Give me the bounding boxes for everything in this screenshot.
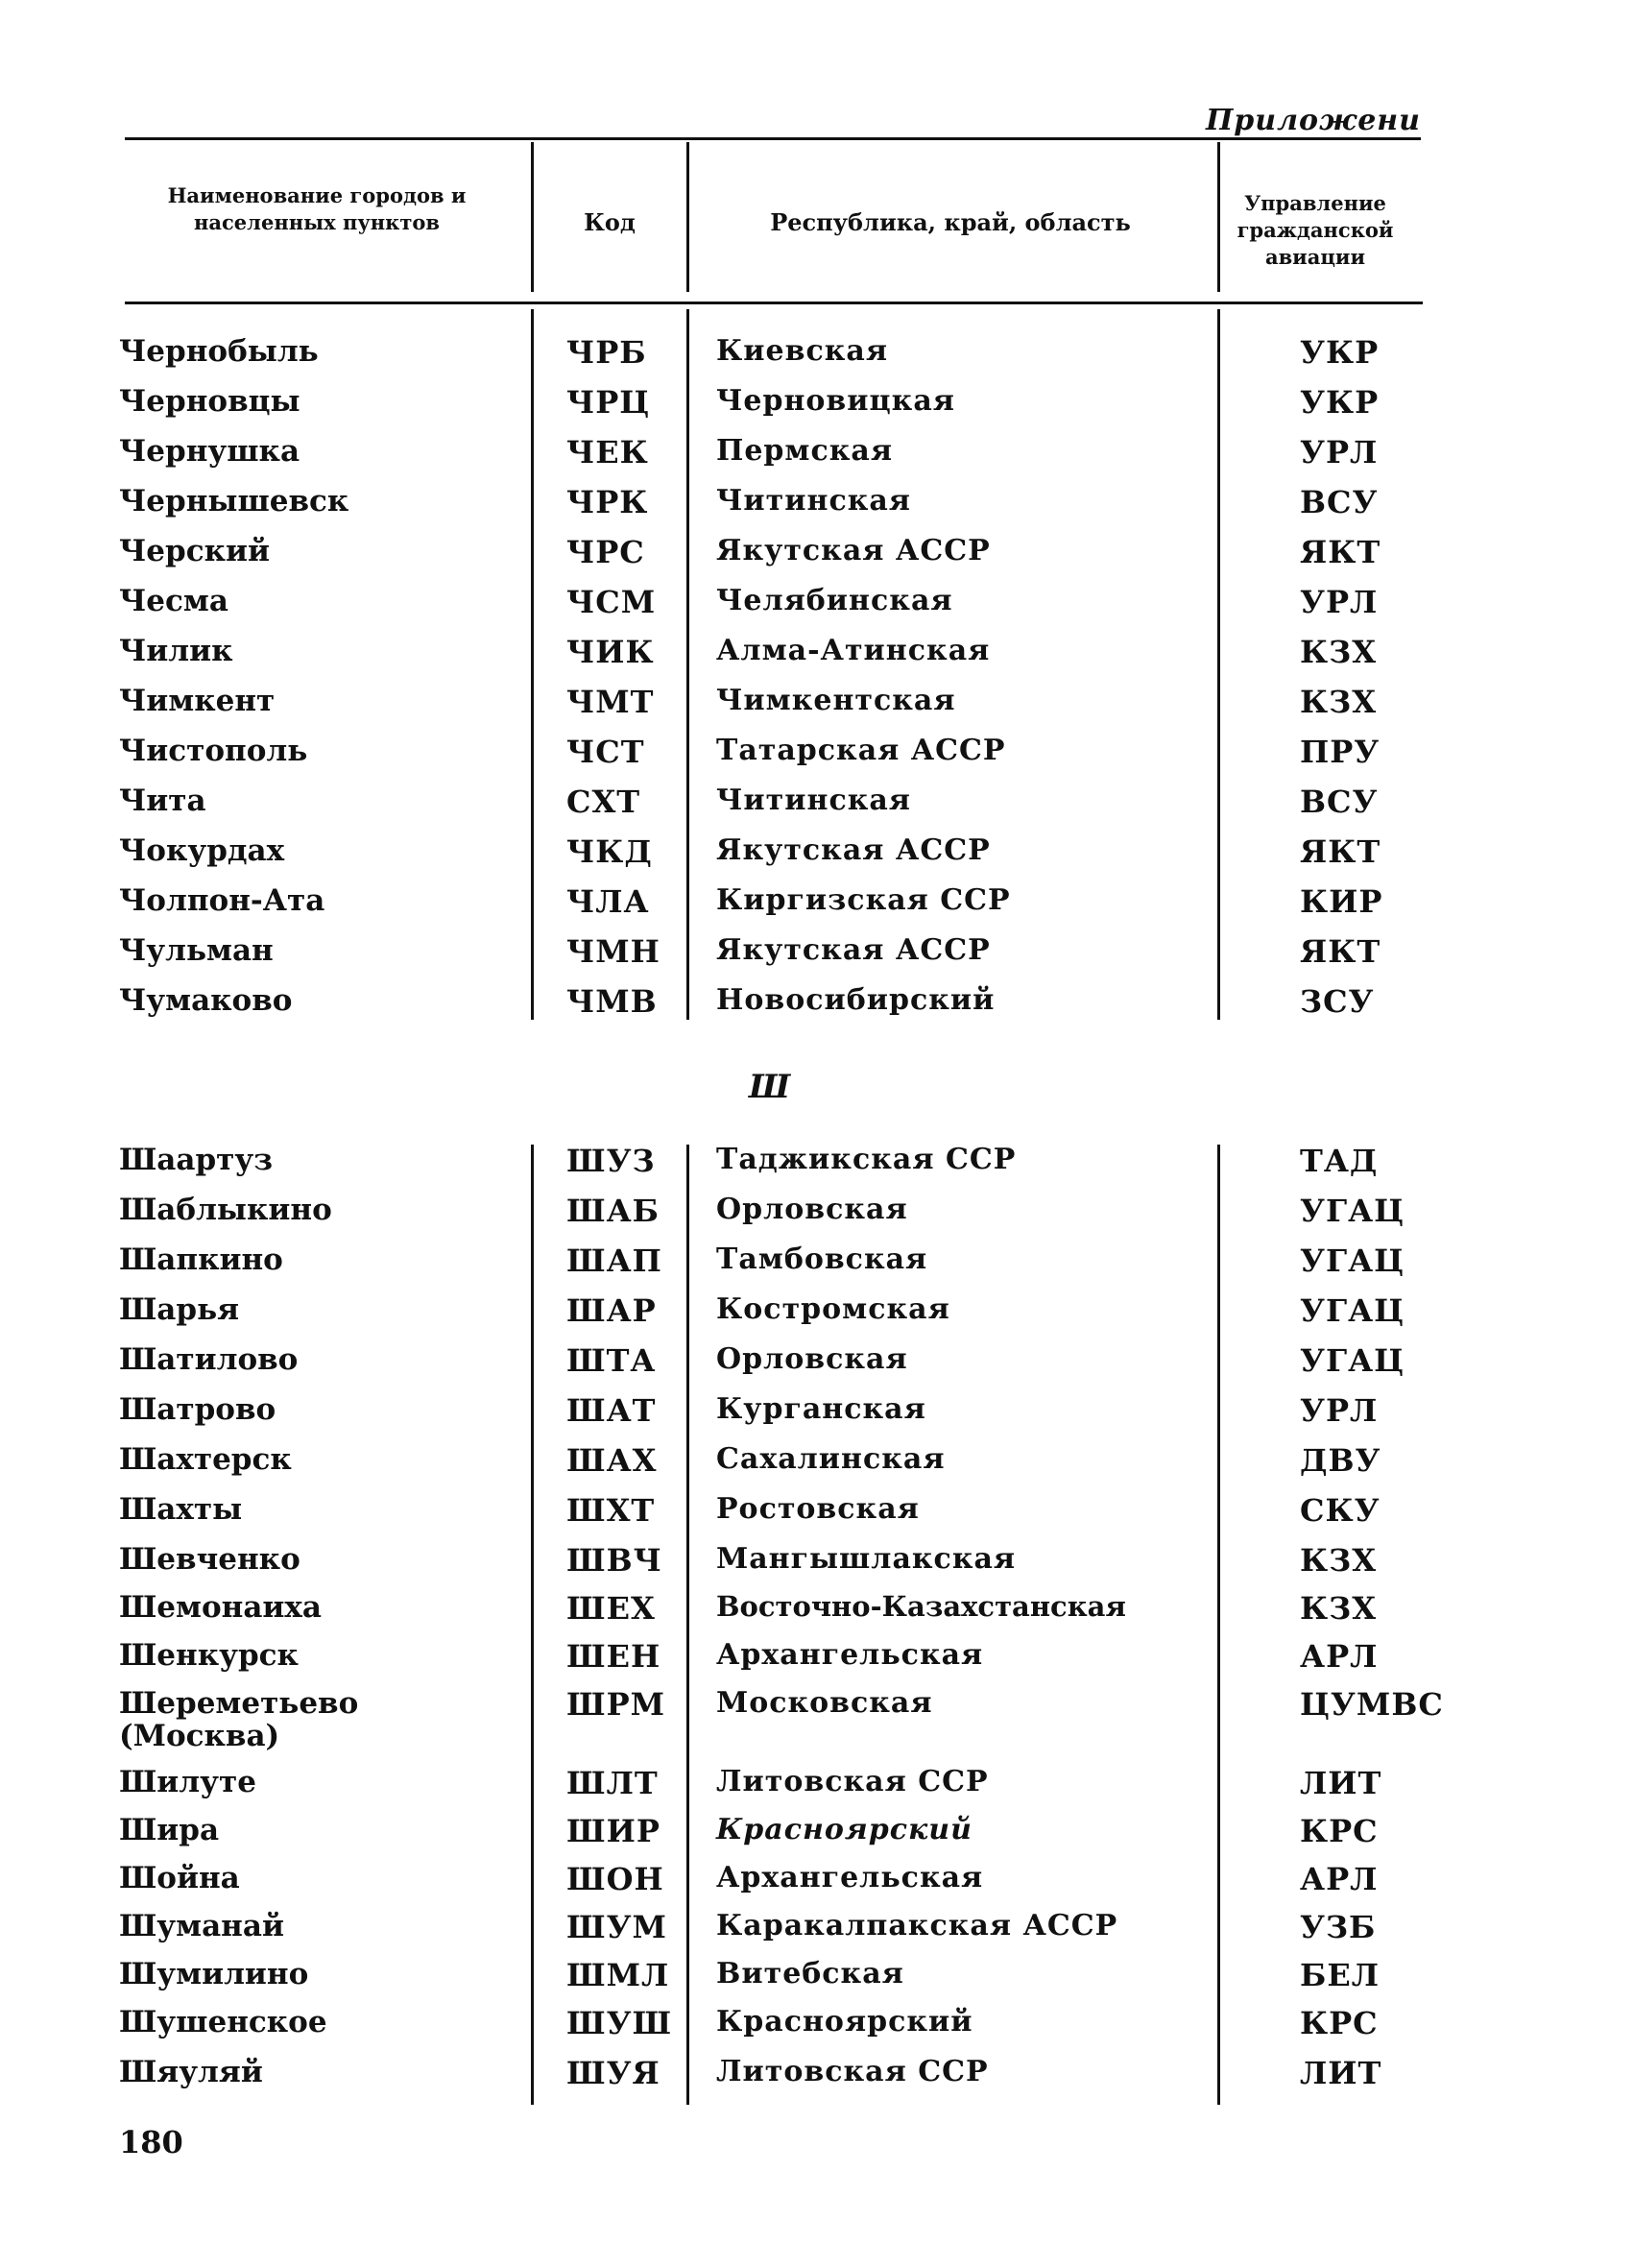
airport-code: ШАР (566, 1292, 657, 1329)
authority-code: УГАЦ (1300, 1193, 1405, 1229)
airport-code: ШАХ (566, 1442, 658, 1479)
header-divider-1 (531, 142, 534, 292)
city-name: Чита (119, 784, 206, 818)
airport-code: ШЕН (566, 1638, 661, 1675)
table-row (0, 1813, 1633, 1857)
airport-code: ЧЛА (566, 883, 650, 920)
city-name: Шевченко (119, 1542, 300, 1577)
city-name-continuation: (Москва) (119, 1719, 280, 1753)
airport-code: ЧСМ (566, 584, 657, 620)
region-name: Татарская АССР (716, 734, 1006, 767)
region-name: Якутская АССР (716, 534, 991, 567)
city-name: Шарья (119, 1292, 240, 1327)
city-name: Шенкурск (119, 1638, 299, 1673)
city-name: Шахты (119, 1492, 243, 1527)
table-row (0, 584, 1633, 628)
table-row (0, 833, 1633, 878)
table-row (0, 1143, 1633, 1187)
authority-code: УЗБ (1300, 1909, 1377, 1945)
city-name: Шапкино (119, 1243, 283, 1277)
airport-code: ЧРК (566, 484, 649, 520)
table-row (0, 1686, 1633, 1769)
authority-code: АРЛ (1300, 1861, 1379, 1897)
airport-code: ШХТ (566, 1492, 656, 1529)
region-name: Красноярский (716, 2005, 973, 2039)
region-name: Ростовская (716, 1492, 920, 1526)
region-name: Литовская ССР (716, 2055, 989, 2088)
authority-code: ТАД (1300, 1143, 1379, 1179)
airport-code: ШМЛ (566, 1957, 670, 1993)
authority-code: БЕЛ (1300, 1957, 1381, 1993)
city-name: Шаартуз (119, 1143, 273, 1177)
region-name: Челябинская (716, 584, 953, 617)
city-name: Чумаково (119, 983, 293, 1018)
table-row (0, 684, 1633, 728)
city-name: Чолпон-Ата (119, 883, 325, 918)
table-row (0, 634, 1633, 678)
region-name: Красноярский (716, 1813, 973, 1846)
city-name: Шаблыкино (119, 1193, 332, 1227)
table-row (0, 2005, 1633, 2049)
authority-code: УКР (1300, 334, 1380, 371)
region-name: Архангельская (716, 1861, 984, 1894)
authority-code: АРЛ (1300, 1638, 1379, 1675)
running-head: Приложени (1205, 104, 1421, 137)
table-row (0, 1492, 1633, 1536)
region-name: Тамбовская (716, 1243, 928, 1276)
region-name: Пермская (716, 434, 893, 468)
airport-code: СХТ (566, 784, 641, 820)
region-name: Восточно-Казахстанская (716, 1590, 1126, 1623)
authority-code: ЯКТ (1300, 833, 1381, 870)
city-name: Чульман (119, 933, 274, 968)
region-name: Чимкентская (716, 684, 956, 717)
region-name: Якутская АССР (716, 833, 991, 867)
airport-code: ЧЕК (566, 434, 649, 470)
authority-code: КРС (1300, 1813, 1379, 1849)
airport-code: ШУЗ (566, 1143, 656, 1179)
authority-code: КИР (1300, 883, 1383, 920)
region-name: Витебская (716, 1957, 904, 1991)
authority-code: КЗХ (1300, 684, 1378, 720)
airport-code: ШЛТ (566, 1765, 659, 1801)
header-divider-3 (1217, 142, 1220, 292)
region-name: Сахалинская (716, 1442, 946, 1476)
city-name: Шилуте (119, 1765, 256, 1799)
region-name: Московская (716, 1686, 933, 1720)
region-name: Читинская (716, 484, 911, 518)
region-name: Киргизская ССР (716, 883, 1011, 917)
airport-code: ЧКД (566, 833, 653, 870)
airport-code: ШИР (566, 1813, 660, 1849)
region-name: Орловская (716, 1342, 908, 1376)
authority-code: ЛИТ (1300, 2055, 1382, 2091)
city-name: Чернушка (119, 434, 300, 469)
city-name: Шатрово (119, 1392, 276, 1427)
city-name: Чернышевск (119, 484, 349, 519)
table-row (0, 384, 1633, 428)
city-name: Чистополь (119, 734, 308, 768)
table-row (0, 434, 1633, 478)
table-row (0, 484, 1633, 528)
authority-code: ДВУ (1300, 1442, 1381, 1479)
city-name: Шойна (119, 1861, 240, 1895)
header-city: Наименование городов и населенных пунктов (167, 183, 467, 234)
authority-code: ЗСУ (1300, 983, 1375, 1020)
table-row (0, 534, 1633, 578)
section-letter: Ш (749, 1068, 791, 1106)
authority-code: КЗХ (1300, 1542, 1378, 1579)
authority-code: СКУ (1300, 1492, 1381, 1529)
airport-code: ШУМ (566, 1909, 667, 1945)
airport-code: ШУШ (566, 2005, 673, 2041)
airport-code: ШОН (566, 1861, 664, 1897)
city-name: Шатилово (119, 1342, 299, 1377)
region-name: Алма-Атинская (716, 634, 991, 667)
authority-code: КЗХ (1300, 1590, 1378, 1627)
authority-code: ЯКТ (1300, 933, 1381, 970)
header-divider-2 (686, 142, 689, 292)
airport-code: ШУЯ (566, 2055, 660, 2091)
table-row (0, 983, 1633, 1027)
table-row (0, 1392, 1633, 1436)
table-row (0, 1342, 1633, 1387)
region-name: Мангышлакская (716, 1542, 1017, 1576)
city-name: Шемонаиха (119, 1590, 322, 1625)
table-row (0, 334, 1633, 378)
city-name: Шуманай (119, 1909, 284, 1943)
table-row (0, 1861, 1633, 1905)
city-name: Чокурдах (119, 833, 285, 868)
city-name: Чернобыль (119, 334, 319, 369)
table-row (0, 1193, 1633, 1237)
city-name: Шушенское (119, 2005, 327, 2039)
region-name: Черновицкая (716, 384, 955, 418)
authority-code: УРЛ (1300, 584, 1379, 620)
table-row (0, 1590, 1633, 1634)
airport-code: ШВЧ (566, 1542, 662, 1579)
city-name: Чилик (119, 634, 233, 668)
city-name: Шахтерск (119, 1442, 292, 1477)
airport-code: ШТА (566, 1342, 657, 1379)
authority-code: УРЛ (1300, 434, 1379, 470)
city-name: Шумилино (119, 1957, 309, 1991)
airport-code: ЧМТ (566, 684, 655, 720)
authority-code: УГАЦ (1300, 1292, 1405, 1329)
authority-code: ЦУМВС (1300, 1686, 1444, 1723)
city-name: Шереметьево (119, 1686, 359, 1721)
airport-code: ЧСТ (566, 734, 645, 770)
airport-code: ШЕХ (566, 1590, 656, 1627)
airport-code: ЧРЦ (566, 384, 651, 421)
city-name: Черский (119, 534, 270, 568)
region-name: Литовская ССР (716, 1765, 989, 1798)
region-name: Орловская (716, 1193, 908, 1226)
table-row (0, 933, 1633, 977)
airport-code: ШАБ (566, 1193, 660, 1229)
region-name: Каракалпакская АССР (716, 1909, 1118, 1942)
region-name: Архангельская (716, 1638, 984, 1672)
table-row (0, 734, 1633, 778)
table-row (0, 883, 1633, 928)
header-region: Республика, край, область (770, 208, 1131, 236)
authority-code: ВСУ (1300, 484, 1379, 520)
city-name: Чесма (119, 584, 228, 618)
table-row (0, 1909, 1633, 1953)
table-row (0, 1542, 1633, 1586)
header-bottom-rule (125, 302, 1423, 304)
header-authority: Управление гражданской авиации (1237, 191, 1394, 269)
table-row (0, 1765, 1633, 1809)
region-name: Новосибирский (716, 983, 996, 1017)
airport-code: ШАП (566, 1243, 662, 1279)
airport-code: ШРМ (566, 1686, 666, 1723)
authority-code: УКР (1300, 384, 1380, 421)
authority-code: УРЛ (1300, 1392, 1379, 1429)
table-row (0, 2055, 1633, 2099)
authority-code: ЯКТ (1300, 534, 1381, 570)
city-name: Шира (119, 1813, 220, 1847)
region-name: Читинская (716, 784, 911, 817)
airport-code: ЧРС (566, 534, 645, 570)
region-name: Якутская АССР (716, 933, 991, 967)
table-row (0, 1638, 1633, 1682)
table-row (0, 784, 1633, 828)
airport-code: ЧМН (566, 933, 660, 970)
header-code: Код (584, 208, 636, 236)
region-name: Костромская (716, 1292, 950, 1326)
airport-code: ЧРБ (566, 334, 647, 371)
table-row (0, 1957, 1633, 2001)
table-row (0, 1442, 1633, 1486)
region-name: Курганская (716, 1392, 926, 1426)
city-name: Шяуляй (119, 2055, 263, 2089)
page-number: 180 (119, 2124, 183, 2160)
region-name: Таджикская ССР (716, 1143, 1017, 1176)
authority-code: ВСУ (1300, 784, 1379, 820)
city-name: Чимкент (119, 684, 276, 718)
authority-code: КЗХ (1300, 634, 1378, 670)
header-top-rule (125, 137, 1421, 140)
table-row (0, 1243, 1633, 1287)
authority-code: УГАЦ (1300, 1243, 1405, 1279)
authority-code: УГАЦ (1300, 1342, 1405, 1379)
authority-code: КРС (1300, 2005, 1379, 2041)
authority-code: ЛИТ (1300, 1765, 1382, 1801)
region-name: Киевская (716, 334, 889, 368)
table-row (0, 1292, 1633, 1337)
airport-code: ШАТ (566, 1392, 657, 1429)
authority-code: ПРУ (1300, 734, 1381, 770)
airport-code: ЧМВ (566, 983, 658, 1020)
airport-code: ЧИК (566, 634, 655, 670)
city-name: Черновцы (119, 384, 300, 419)
